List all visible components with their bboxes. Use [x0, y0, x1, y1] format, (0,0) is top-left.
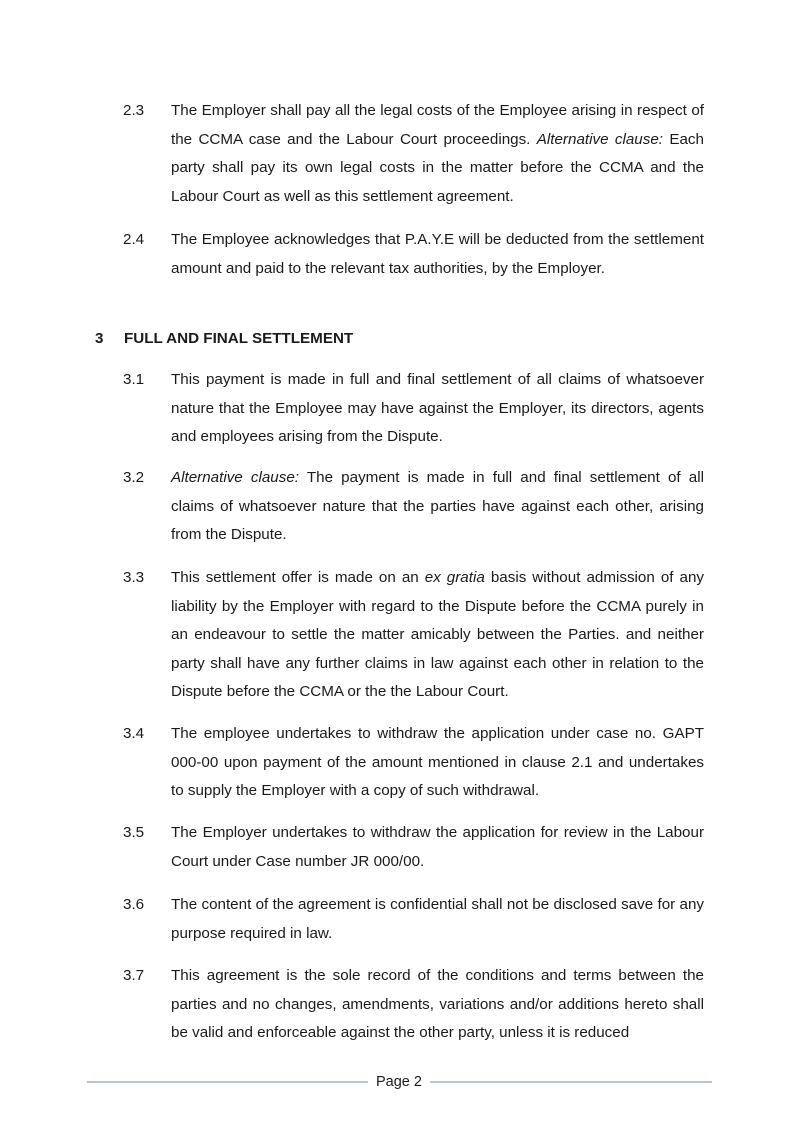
clause-number: 3.5 — [123, 824, 145, 841]
clause-text: The employee undertakes to withdraw the application under case no. GAPT 000-00 upon payment of the amount mentioned in clause 2.1 and undertakes to supply the Employer with a copy of such withdrawal. — [171, 725, 704, 799]
clause-number: 3.4 — [123, 725, 145, 742]
footer-rule-left — [87, 1081, 368, 1083]
clause-text: This settlement offer is made on an ex gratia basis without admission of any liability by the Employer with regard to the Dispute before the CCMA purely in an endeavour to settle the matter amicably between the Parties. and neither party shall have any further claims in law against each other in relation to the Dispute before the CCMA or the the Labour Court. — [171, 569, 705, 700]
clause-number: 2.3 — [123, 102, 145, 119]
clause-number: 3.1 — [123, 371, 145, 388]
clause-number: 3.2 — [123, 469, 145, 486]
section-number: 3 — [95, 330, 104, 347]
clause-number: 3.6 — [123, 896, 145, 913]
page-number: Page 2 — [376, 1074, 422, 1090]
page-footer — [87, 1071, 712, 1093]
clause-text: This agreement is the sole record of the conditions and terms between the parties and no changes, amendments, variations and/or additions hereto shall be valid and enforceable against the other party, unless it is reduced — [171, 967, 704, 1041]
clause-number: 3.7 — [123, 967, 145, 984]
italic-text: ex gratia — [424, 569, 485, 586]
clause-text: Alternative clause: The payment is made in full and final settlement of all claims of whatsoever nature that the parties have against each other, arising from the Dispute. — [171, 469, 704, 543]
clause-text: The content of the agreement is confidential shall not be disclosed save for any purpose required in law. — [171, 896, 704, 942]
clause-text: The Employer shall pay all the legal costs of the Employee arising in respect of the CCMA case and the Labour Court proceedings. Alternative clause: Each party shall pay its own legal costs in the matter before the CCMA and the Labour Court as well as this settlement agreement. — [171, 102, 704, 205]
footer-rule-right — [430, 1081, 712, 1083]
section-title: FULL AND FINAL SETTLEMENT — [124, 330, 354, 347]
clause-text: This payment is made in full and final settlement of all claims of whatsoever nature that the Employee may have against the Employer, its directors, agents and employees arising from the Dispute. — [171, 371, 704, 445]
clause-text: The Employer undertakes to withdraw the application for review in the Labour Court under Case number JR 000/00. — [171, 824, 704, 870]
italic-text: Alternative clause: — [536, 130, 663, 148]
italic-text: Alternative clause: — [171, 469, 300, 486]
clause-number: 2.4 — [123, 231, 145, 248]
clause-number: 3.3 — [123, 569, 145, 586]
clause-text: The Employee acknowledges that P.A.Y.E will be deducted from the settlement amount and paid to the relevant tax authorities, by the Employer. — [171, 231, 704, 277]
